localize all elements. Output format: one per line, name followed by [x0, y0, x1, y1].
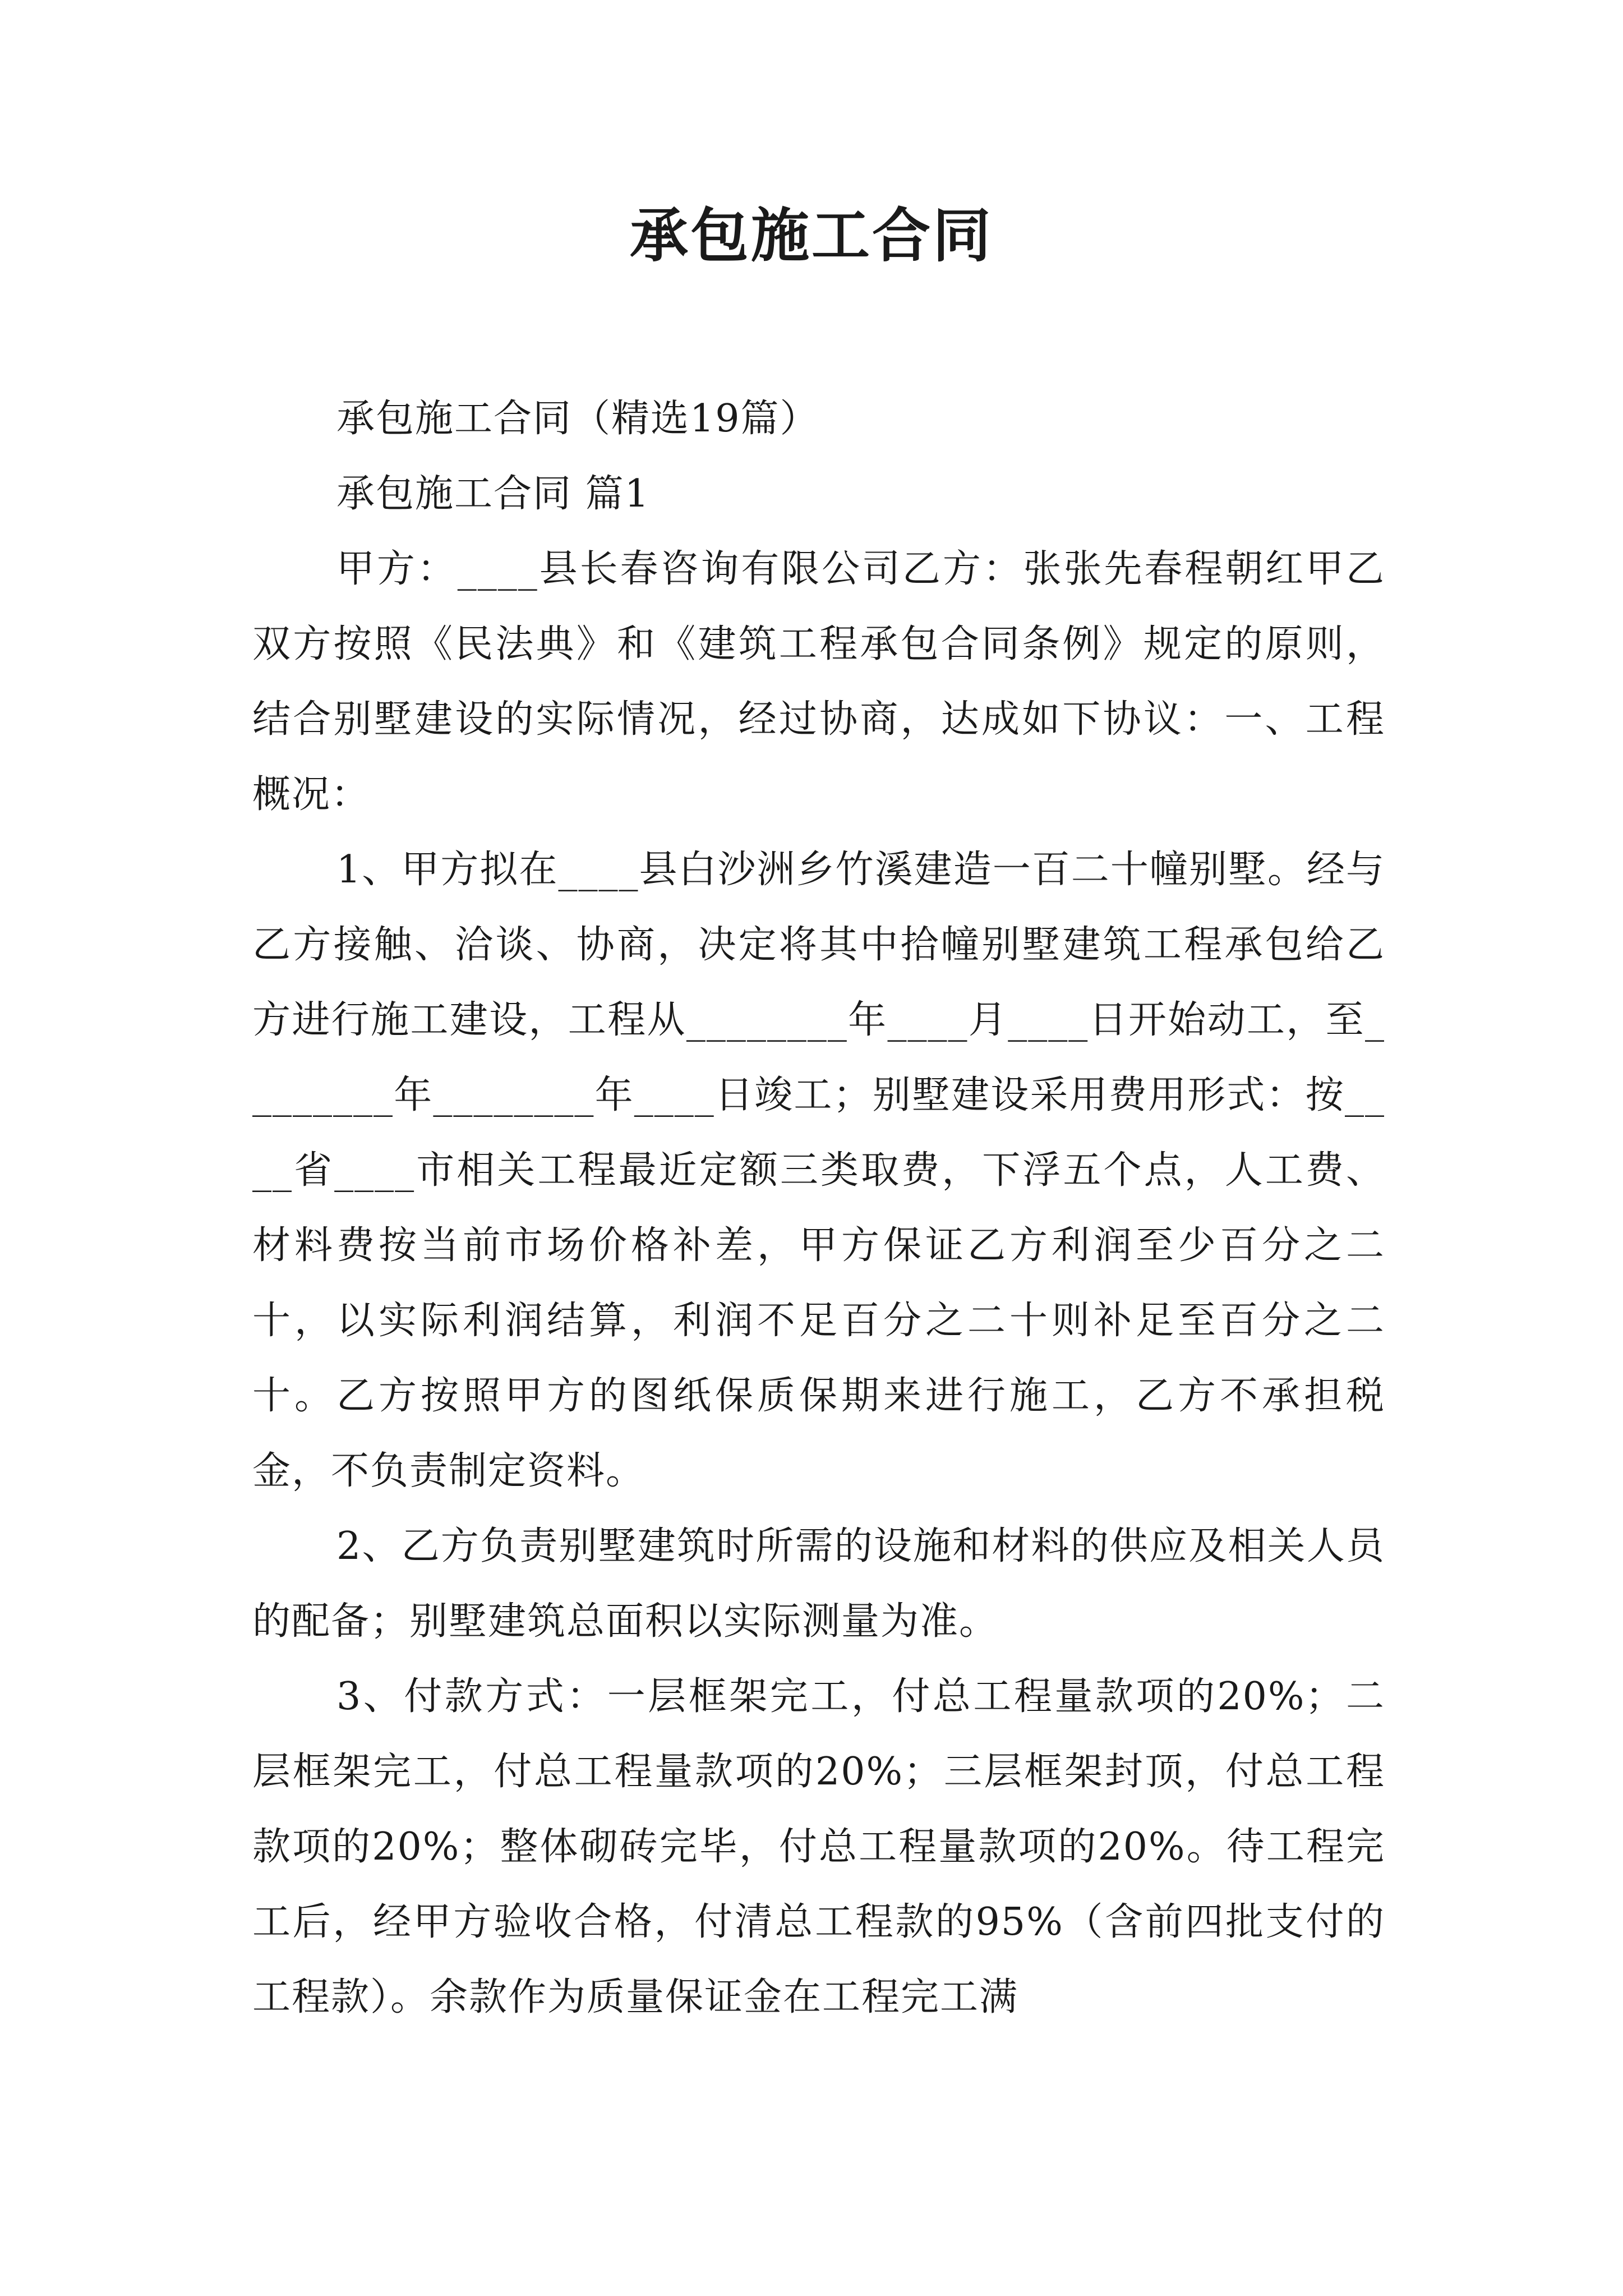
- paragraph-section-heading: 承包施工合同 篇1: [336, 472, 650, 516]
- paragraph-subtitle: 承包施工合同（精选19篇）: [336, 397, 819, 441]
- paragraph-clause-1: 1、甲方拟在____县白沙洲乡竹溪建造一百二十幢别墅。经与乙方接触、洽谈、协商，决定将其中拾幢别墅建筑工程承包给乙方进行施工建设，工程从________年____月____日开始动工，至________年________年____日竣工；别墅建设采用费用形式：按____省____市相关工程最近定额三类取费，下浮五个点，人工费、材料费按当前市场价格补差，甲方保证乙方利润至少百分之二十，以实际利润结算，利润不足百分之二十则补足至百分之二十。乙方按照甲方的图纸保质保期来进行施工，乙方不承担税金，不负责制定资料。: [252, 848, 1385, 1493]
- document-title: 承包施工合同: [629, 201, 993, 270]
- paragraph-parties: 甲方：____县长春咨询有限公司乙方：张张先春程朝红甲乙双方按照《民法典》和《建筑工程承包合同条例》规定的原则，结合别墅建设的实际情况，经过协商，达成如下协议：一、工程概况：: [252, 547, 1385, 817]
- document-body: [252, 381, 1385, 2035]
- paragraph-clause-3: 3、付款方式：一层框架完工，付总工程量款项的20%；二层框架完工，付总工程量款项的20%；三层框架封顶，付总工程款项的20%；整体砌砖完毕，付总工程量款项的20%。待工程完工后，经甲方验收合格，付清总工程款的95%（含前四批支付的工程款）。余款作为质量保证金在工程完工满: [252, 1674, 1385, 2019]
- paragraph-clause-2: 2、乙方负责别墅建筑时所需的设施和材料的供应及相关人员的配备；别墅建筑总面积以实际测量为准。: [252, 1524, 1385, 1644]
